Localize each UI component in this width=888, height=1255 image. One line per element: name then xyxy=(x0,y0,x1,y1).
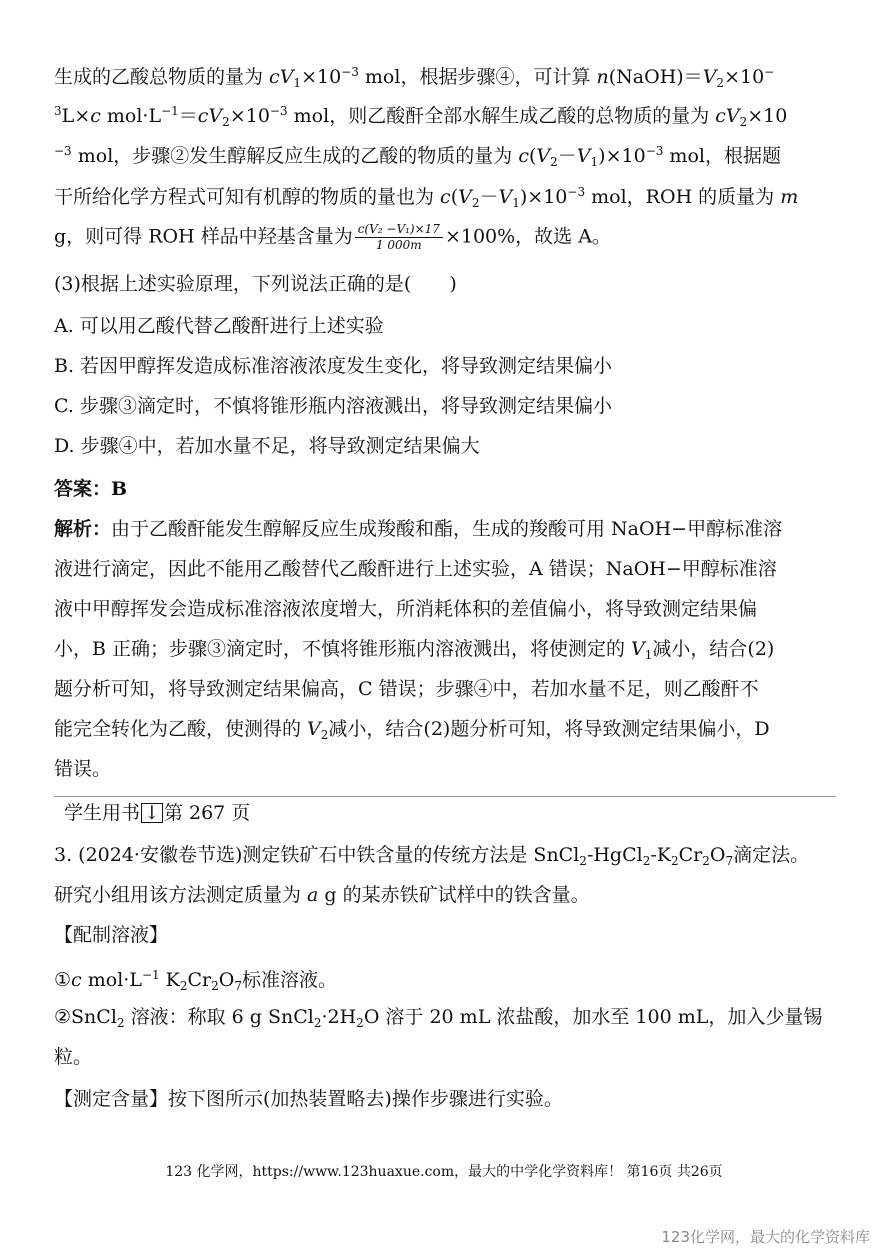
analysis-line: 题分析可知，将导致测定结果偏高，C 错误；步骤④中，若加水量不足，则乙酸酐不 xyxy=(54,678,759,700)
text-line: $^{-3}$ mol，步骤②发生醇解反应生成的乙酸的物质的量为 $c(V_2-V_1)\times 10^{-3}$ mol，根据题 xyxy=(54,144,781,169)
answer xyxy=(54,477,127,501)
answer-label: 答案： xyxy=(54,478,112,500)
text-line: 生成的乙酸总物质的量为 $cV_1\times 10^{-3}$ mol，根据步骤④，可计算 $n(NaOH)=V_2\times 10^-$ xyxy=(54,65,775,90)
measure-heading: 【测定含量】按下图所示(加热装置略去)操作步骤进行实验。 xyxy=(54,1088,563,1110)
divider xyxy=(54,796,836,797)
analysis-line: 错误。 xyxy=(54,758,112,780)
analysis-line: 液进行滴定，因此不能用乙酸替代乙酸酐进行上述实验，A 错误；NaOH−甲醇标准溶 xyxy=(54,558,777,580)
solution-2-continued: 粒。 xyxy=(54,1046,93,1068)
option-d: D. 步骤④中，若加水量不足，将导致测定结果偏大 xyxy=(54,435,480,457)
text-line: g，则可得 ROH 样品中羟基含量为 $\frac{\text{c(V₂ −V₁)×17}}{1 000m}$ ×100%，故选 A。 xyxy=(54,222,611,252)
option-b: B. 若因甲醇挥发造成标准溶液浓度发生变化，将导致测定结果偏小 xyxy=(54,355,613,377)
text-line: 干所给化学方程式可知有机醇的物质的量也为 $c(V_2-V_1)\times 10^{-3}$ mol，ROH 的质量为 m xyxy=(54,185,799,210)
question-3-stem: (3)根据上述实验原理，下列说法正确的是( ) xyxy=(54,273,457,295)
option-c: C. 步骤③滴定时，不慎将锥形瓶内溶液溅出，将导致测定结果偏小 xyxy=(54,395,612,417)
question-3b-line: 3. (2024·安徽卷节选)测定铁矿石中铁含量的传统方法是 $SnCl_2-HgCl_2-K_2Cr_2O_7$滴定法。 xyxy=(54,844,810,868)
solution-1: ①c $mol\cdot L^{-1}$ $K_2Cr_2O_7$标准溶液。 xyxy=(54,968,338,993)
analysis-label: 解析： xyxy=(54,518,112,540)
fraction-denominator: 1 000m xyxy=(375,238,422,252)
watermark: 123化学网，最大的化学资料库 xyxy=(661,1228,870,1246)
arrow-down-icon: ↓ xyxy=(141,803,163,823)
page-footer: 123 化学网，https://www.123huaxue.com，最大的中学化学资料库！ 第16页 共26页 xyxy=(165,1164,723,1180)
solution-2: ②SnCl$_2$ 溶液：称取 6 g $SnCl_2\cdot 2H_2O$ 溶于 20 mL 浓盐酸，加水至 100 mL，加入少量锡 xyxy=(54,1006,823,1030)
fraction-numerator: c(V₂ −V₁)×17 xyxy=(355,222,443,238)
section-heading: 【配制溶液】 xyxy=(54,924,169,946)
analysis-line: 液中甲醇挥发会造成标准溶液浓度增大，所消耗体积的差值偏小，将导致测定结果偏 xyxy=(54,598,758,620)
option-a: A. 可以用乙酸代替乙酸酐进行上述实验 xyxy=(54,315,384,337)
fraction xyxy=(355,222,443,253)
section-reference: 学生用书 ↓ 第 267 页 xyxy=(64,802,251,824)
analysis-line: 能完全转化为乙酸，使测得的 $V_2$减小，结合(2)题分析可知，将导致测定结果偏小，D xyxy=(54,718,770,742)
question-3b-line: 研究小组用该方法测定质量为 a g 的某赤铁矿试样中的铁含量。 xyxy=(54,884,590,906)
analysis-line: 小，B 正确；步骤③滴定时，不慎将锥形瓶内溶液溅出，将使测定的 $V_1$减小，结合(2) xyxy=(54,638,775,662)
analysis-line: 解析：由于乙酸酐能发生醇解反应生成羧酸和酯，生成的羧酸可用 NaOH−甲醇标准溶 xyxy=(54,518,783,540)
text-line: $^3$L×c $mol\cdot L^{-1}=cV_2\times 10^{-3}$ mol，则乙酸酐全部水解生成乙酸的总物质的量为 $cV_2\times 10$ xyxy=(54,104,788,129)
answer-value: B xyxy=(111,478,128,500)
